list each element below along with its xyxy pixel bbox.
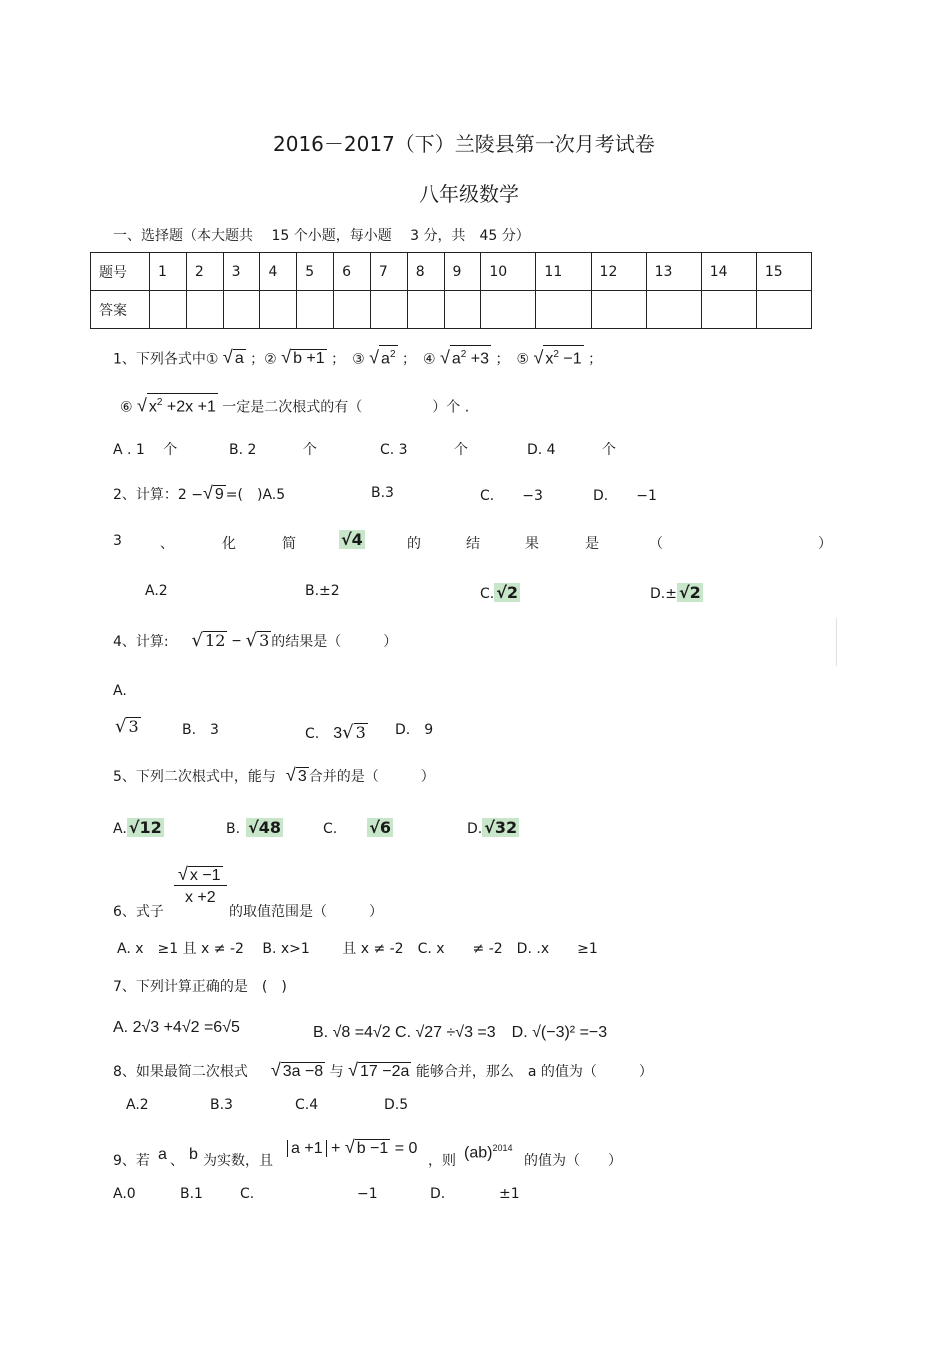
q4-tail: 的结果是（ ） <box>271 634 398 650</box>
question-1-line-2 <box>120 393 469 416</box>
q2-tail: =( )A.5 <box>225 487 286 503</box>
q3-char: 结 <box>466 536 480 552</box>
option-d[interactable]: D. 9 <box>395 722 434 738</box>
answer-cell[interactable] <box>150 291 187 329</box>
answer-cell[interactable] <box>223 291 260 329</box>
q3-char: 化 <box>222 536 236 552</box>
radical: √ 3 <box>285 765 307 785</box>
table-cell: 2 <box>186 253 223 291</box>
radical: √ 9 <box>203 483 224 503</box>
answer-cell[interactable] <box>297 291 334 329</box>
radical-image: √2 <box>678 583 701 602</box>
option-a[interactable]: A.2 <box>126 1097 149 1113</box>
question-8 <box>113 1060 653 1081</box>
table-cell: 6 <box>334 253 371 291</box>
question-9: 9、若 <box>113 1153 150 1169</box>
table-cell: 答案 <box>91 291 150 329</box>
page-title: 2016－2017（下）兰陵县第一次月考试卷 <box>273 132 655 156</box>
q9-mid: 为实数，且 <box>203 1153 273 1169</box>
radicand: 3 <box>297 768 307 785</box>
option-a[interactable]: A . 1 个 <box>113 442 178 458</box>
q3-char: 、 <box>160 536 174 552</box>
var-a: a <box>158 1146 167 1163</box>
q3-char: 的 <box>407 536 421 552</box>
separator: ； ④ <box>401 351 436 368</box>
radicand: b −1 <box>356 1140 389 1157</box>
answer-table <box>90 252 812 329</box>
q9-then: ，则 <box>428 1153 456 1169</box>
radical: √ 3a −8 <box>270 1060 324 1080</box>
q3-char: ） <box>818 536 832 552</box>
q9-tail: 的值为（ ） <box>524 1153 622 1169</box>
radicand: 3 <box>259 631 270 650</box>
radical: √ b +1 <box>281 347 325 368</box>
answer-cell[interactable] <box>591 291 646 329</box>
table-cell: 4 <box>260 253 297 291</box>
table-cell: 14 <box>701 253 756 291</box>
absolute-value: a +1 <box>287 1140 327 1157</box>
var-b: b <box>189 1146 198 1163</box>
question-1 <box>113 345 602 368</box>
section-heading: 一、选择题（本大题共 15 个小题，每小题 3 分，共 45 分） <box>113 228 530 244</box>
table-cell: 9 <box>444 253 481 291</box>
radical-image: √32 <box>484 818 518 837</box>
question-2 <box>113 483 285 504</box>
table-cell: 1 <box>150 253 187 291</box>
radical-image: √4 <box>341 530 363 549</box>
separator: ； ⑤ <box>495 351 530 368</box>
option-b[interactable]: B.3 <box>210 1097 233 1113</box>
radicand: 3a −8 <box>282 1063 324 1080</box>
option-c[interactable]: C. √2 <box>480 583 519 602</box>
option-c-value: −1 <box>357 1186 378 1202</box>
option-d[interactable]: D.± √2 <box>650 583 701 602</box>
option-d[interactable]: D. √32 <box>467 818 518 837</box>
q1-item-marker: ⑥ <box>120 399 133 416</box>
table-cell: 13 <box>646 253 701 291</box>
option-a-value: √ 3 <box>115 716 139 737</box>
q6-options[interactable]: A. x ≥1 且 x ≠ -2 B. x>1 且 x ≠ -2 C. x ≠ -2 D. .x ≥1 <box>117 941 598 957</box>
radicand: $a^2$ <box>379 345 397 368</box>
option-b[interactable]: B. 2 个 <box>229 442 317 458</box>
option-d-value: ±1 <box>499 1186 520 1202</box>
table-cell: 5 <box>297 253 334 291</box>
table-cell: 10 <box>481 253 536 291</box>
answer-cell[interactable] <box>701 291 756 329</box>
radical: √ 3 <box>245 630 270 651</box>
table-cell: 15 <box>756 253 811 291</box>
q3-char: （ <box>649 536 663 552</box>
page-subtitle: 八年级数学 <box>419 182 519 206</box>
q9-condition: a +1 + √ b −1 = 0 <box>287 1137 417 1158</box>
answer-cell[interactable] <box>756 291 811 329</box>
q8-lead: 8、如果最简二次根式 <box>113 1064 248 1080</box>
radical-image: √2 <box>496 583 519 602</box>
answer-cell[interactable] <box>260 291 297 329</box>
q9-power: (ab)$^{2014}$ <box>464 1143 513 1162</box>
radicand: 9 <box>214 486 224 503</box>
option-d[interactable]: D. −1 <box>593 488 657 504</box>
option-c[interactable]: C. −3 <box>480 488 543 504</box>
q3-char: 果 <box>525 536 539 552</box>
option-a[interactable]: A. √12 <box>113 818 162 837</box>
question-4 <box>113 630 397 651</box>
option-b[interactable]: B. √48 <box>226 818 281 837</box>
table-cell: 12 <box>591 253 646 291</box>
divider <box>836 618 837 666</box>
radical-image: √12 <box>128 818 162 837</box>
radicand: $a^2 +3$ <box>450 345 491 368</box>
radical: √ $a^2 +3$ <box>440 345 491 368</box>
q6-fraction: $\frac{√ x -1}{x +2}$ <box>174 864 227 907</box>
radicand: x −1 <box>189 867 221 884</box>
question-7: 7、下列计算正确的是 ( ) <box>113 979 287 995</box>
q3-char: 简 <box>282 536 296 552</box>
separator: 、 <box>170 1153 184 1169</box>
answer-cell[interactable] <box>536 291 591 329</box>
option-b[interactable]: B.3 <box>371 485 394 501</box>
radical: √ 17 −2a <box>348 1060 410 1080</box>
q1-tail: 一定是二次根式的有（ ）个 . <box>222 399 470 416</box>
q4-lead: 4、计算: <box>113 634 169 650</box>
radicand: $x^2 +2x +1$ <box>147 393 218 416</box>
option-b[interactable]: B.±2 <box>305 583 340 599</box>
table-cell: 题号 <box>91 253 150 291</box>
radicand: 12 <box>205 631 226 650</box>
q8-mid: 与 <box>329 1064 344 1080</box>
option-c[interactable]: C. 3 个 <box>380 442 469 458</box>
table-row <box>91 253 812 291</box>
q5-tail: 合并的是（ ） <box>308 769 435 785</box>
answer-cell[interactable] <box>186 291 223 329</box>
option-c[interactable]: C. √6 <box>323 818 392 837</box>
radicand: $x^2 -1$ <box>543 345 583 368</box>
separator: ； <box>588 351 603 368</box>
option-bcd[interactable]: B. √8 =4√2 C. √27 ÷√3 =3 D. √(−3)² =−3 <box>313 1024 608 1041</box>
option-c[interactable]: C. <box>240 1186 255 1202</box>
answer-cell[interactable] <box>407 291 444 329</box>
table-row <box>91 291 812 329</box>
radicand: a <box>234 350 244 368</box>
radical: √ $x^2 -1$ <box>533 345 583 368</box>
q1-lead: 1、下列各式中① <box>113 351 219 368</box>
answer-cell[interactable] <box>646 291 701 329</box>
option-a[interactable]: A.0 <box>113 1186 136 1202</box>
q2-lead: 2、计算：2 − <box>113 487 203 503</box>
q5-lead: 5、下列二次根式中，能与 <box>113 769 276 785</box>
radical: √ $a^2$ <box>369 345 397 368</box>
answer-cell[interactable] <box>370 291 407 329</box>
q6-tail: 的取值范围是（ ） <box>229 904 383 920</box>
table-cell: 7 <box>370 253 407 291</box>
radicand: b +1 <box>293 350 325 368</box>
option-c[interactable]: C. 3√ 3 <box>305 722 366 743</box>
question-6: 6、式子 <box>113 904 164 920</box>
radicand: 17 −2a <box>360 1063 410 1080</box>
option-d[interactable]: D. 4 个 <box>527 442 617 458</box>
radical: √ 12 <box>191 630 226 651</box>
radical-image: √6 <box>369 818 392 837</box>
table-cell: 8 <box>407 253 444 291</box>
radical-image: √48 <box>248 818 281 837</box>
option-a[interactable]: A. 2√3 +4√2 =6√5 <box>113 1019 240 1036</box>
answer-cell[interactable] <box>444 291 481 329</box>
option-c[interactable]: C.4 <box>295 1097 319 1113</box>
answer-cell[interactable] <box>481 291 536 329</box>
q8-tail: 能够合并，那么 a 的值为（ ） <box>415 1064 653 1080</box>
option-b[interactable]: B.1 <box>180 1186 203 1202</box>
option-d[interactable]: D.5 <box>384 1097 409 1113</box>
option-a[interactable]: A. <box>113 683 127 699</box>
q3-char: 是 <box>585 536 599 552</box>
option-b[interactable]: B. 3 <box>182 722 219 738</box>
option-d[interactable]: D. <box>430 1186 446 1202</box>
separator: ； ③ <box>331 351 365 368</box>
q3-char: 3 <box>113 533 122 549</box>
denominator: x +2 <box>184 889 216 906</box>
radical: √ a <box>222 347 244 368</box>
table-cell: 11 <box>536 253 591 291</box>
answer-cell[interactable] <box>334 291 371 329</box>
separator: ；② <box>250 351 277 368</box>
minus: − <box>227 633 246 650</box>
option-a[interactable]: A.2 <box>145 583 168 599</box>
question-5 <box>113 765 435 786</box>
radical: √ $x^2 +2x +1$ <box>137 393 218 416</box>
table-cell: 3 <box>223 253 260 291</box>
